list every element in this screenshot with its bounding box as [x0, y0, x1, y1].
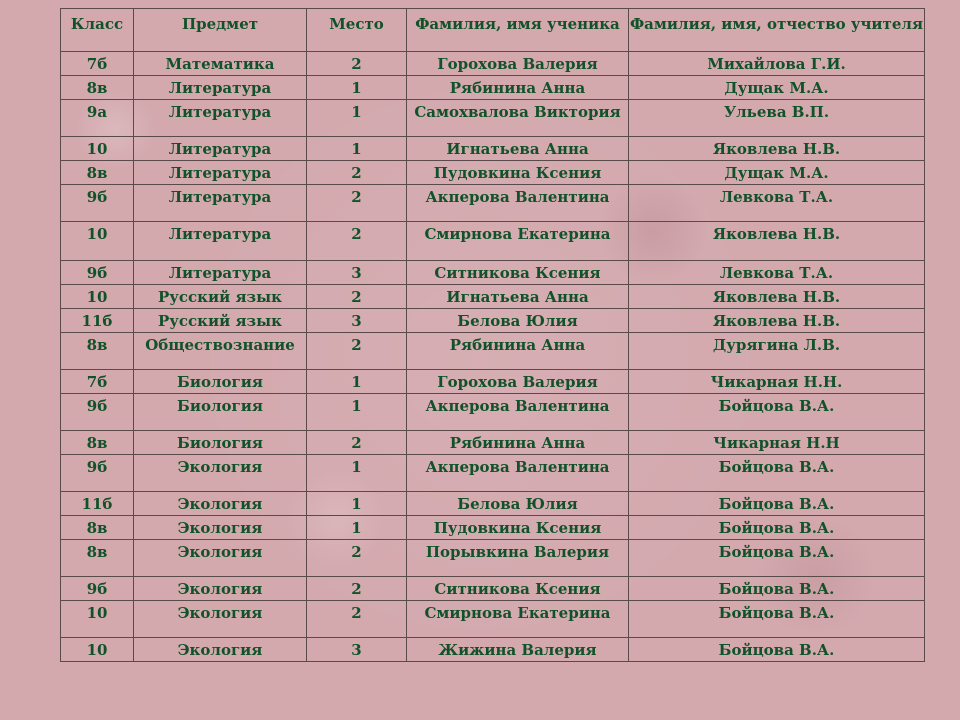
cell-place: 2 — [307, 540, 407, 577]
cell-teacher: Дущак М.А. — [629, 76, 925, 100]
table-row — [61, 370, 925, 394]
cell-class: 8в — [61, 76, 134, 100]
cell-class: 9б — [61, 394, 134, 431]
cell-place: 1 — [307, 516, 407, 540]
cell-subject: Литература — [134, 76, 307, 100]
cell-subject: Биология — [134, 394, 307, 431]
cell-teacher: Яковлева Н.В. — [629, 285, 925, 309]
table-row — [61, 137, 925, 161]
cell-class: 10 — [61, 601, 134, 638]
cell-class: 11б — [61, 309, 134, 333]
cell-subject: Экология — [134, 638, 307, 662]
cell-class: 8в — [61, 161, 134, 185]
cell-student: Смирнова Екатерина — [407, 601, 629, 638]
header-student: Фамилия, имя ученика — [407, 9, 629, 52]
header-teacher: Фамилия, имя, отчество учителя — [629, 9, 925, 52]
table-row — [61, 161, 925, 185]
table-row — [61, 76, 925, 100]
cell-student: Рябинина Анна — [407, 76, 629, 100]
cell-subject: Экология — [134, 516, 307, 540]
cell-teacher: Бойцова В.А. — [629, 601, 925, 638]
cell-teacher: Левкова Т.А. — [629, 261, 925, 285]
table-row — [61, 222, 925, 261]
table-row — [61, 540, 925, 577]
cell-subject: Экология — [134, 492, 307, 516]
cell-student: Ситникова Ксения — [407, 577, 629, 601]
cell-place: 1 — [307, 100, 407, 137]
cell-place: 1 — [307, 455, 407, 492]
table-row — [61, 601, 925, 638]
cell-class: 7б — [61, 370, 134, 394]
cell-subject: Русский язык — [134, 285, 307, 309]
cell-subject: Обществознание — [134, 333, 307, 370]
cell-subject: Литература — [134, 185, 307, 222]
cell-place: 3 — [307, 309, 407, 333]
table-row — [61, 455, 925, 492]
cell-place: 2 — [307, 222, 407, 261]
table-header-row — [61, 9, 925, 52]
cell-teacher: Бойцова В.А. — [629, 516, 925, 540]
cell-teacher: Бойцова В.А. — [629, 577, 925, 601]
cell-subject: Русский язык — [134, 309, 307, 333]
cell-class: 10 — [61, 222, 134, 261]
cell-place: 1 — [307, 492, 407, 516]
cell-place: 2 — [307, 285, 407, 309]
cell-class: 11б — [61, 492, 134, 516]
cell-place: 2 — [307, 185, 407, 222]
cell-teacher: Бойцова В.А. — [629, 540, 925, 577]
cell-subject: Экология — [134, 601, 307, 638]
cell-teacher: Чикарная Н.Н. — [629, 370, 925, 394]
cell-place: 3 — [307, 261, 407, 285]
cell-place: 3 — [307, 638, 407, 662]
cell-teacher: Бойцова В.А. — [629, 455, 925, 492]
cell-class: 9б — [61, 577, 134, 601]
cell-student: Порывкина Валерия — [407, 540, 629, 577]
cell-subject: Биология — [134, 370, 307, 394]
table-row — [61, 492, 925, 516]
cell-subject: Литература — [134, 100, 307, 137]
cell-student: Пудовкина Ксения — [407, 516, 629, 540]
cell-place: 2 — [307, 333, 407, 370]
cell-place: 1 — [307, 76, 407, 100]
cell-subject: Экология — [134, 455, 307, 492]
cell-student: Горохова Валерия — [407, 370, 629, 394]
cell-student: Пудовкина Ксения — [407, 161, 629, 185]
cell-class: 8в — [61, 516, 134, 540]
header-subject: Предмет — [134, 9, 307, 52]
cell-class: 10 — [61, 638, 134, 662]
cell-student: Жижина Валерия — [407, 638, 629, 662]
cell-class: 10 — [61, 285, 134, 309]
cell-class: 8в — [61, 431, 134, 455]
results-table — [60, 8, 925, 662]
cell-teacher: Дущак М.А. — [629, 161, 925, 185]
cell-place: 1 — [307, 394, 407, 431]
table-row — [61, 100, 925, 137]
table-row — [61, 309, 925, 333]
cell-teacher: Яковлева Н.В. — [629, 222, 925, 261]
table-row — [61, 285, 925, 309]
cell-class: 7б — [61, 52, 134, 76]
table-row — [61, 577, 925, 601]
cell-teacher: Михайлова Г.И. — [629, 52, 925, 76]
table-row — [61, 516, 925, 540]
cell-student: Ситникова Ксения — [407, 261, 629, 285]
cell-student: Игнатьева Анна — [407, 285, 629, 309]
cell-student: Рябинина Анна — [407, 333, 629, 370]
cell-class: 10 — [61, 137, 134, 161]
header-place: Место — [307, 9, 407, 52]
cell-place: 1 — [307, 370, 407, 394]
cell-class: 8в — [61, 333, 134, 370]
results-table-container — [60, 8, 924, 702]
cell-place: 2 — [307, 601, 407, 638]
cell-teacher: Бойцова В.А. — [629, 638, 925, 662]
cell-student: Горохова Валерия — [407, 52, 629, 76]
cell-class: 8в — [61, 540, 134, 577]
header-class: Класс — [61, 9, 134, 52]
cell-subject: Литература — [134, 222, 307, 261]
cell-class: 9б — [61, 185, 134, 222]
cell-subject: Литература — [134, 137, 307, 161]
cell-student: Смирнова Екатерина — [407, 222, 629, 261]
table-row — [61, 185, 925, 222]
cell-student: Белова Юлия — [407, 492, 629, 516]
cell-subject: Литература — [134, 261, 307, 285]
table-row — [61, 333, 925, 370]
cell-class: 9б — [61, 455, 134, 492]
cell-subject: Экология — [134, 540, 307, 577]
cell-place: 2 — [307, 431, 407, 455]
table-row — [61, 261, 925, 285]
cell-teacher: Дурягина Л.В. — [629, 333, 925, 370]
cell-class: 9б — [61, 261, 134, 285]
cell-teacher: Бойцова В.А. — [629, 492, 925, 516]
cell-place: 2 — [307, 52, 407, 76]
cell-teacher: Ульева В.П. — [629, 100, 925, 137]
table-row — [61, 52, 925, 76]
cell-student: Акперова Валентина — [407, 394, 629, 431]
cell-place: 2 — [307, 161, 407, 185]
table-row — [61, 431, 925, 455]
cell-subject: Биология — [134, 431, 307, 455]
cell-teacher: Чикарная Н.Н — [629, 431, 925, 455]
cell-subject: Экология — [134, 577, 307, 601]
cell-place: 1 — [307, 137, 407, 161]
cell-student: Акперова Валентина — [407, 455, 629, 492]
cell-student: Белова Юлия — [407, 309, 629, 333]
cell-place: 2 — [307, 577, 407, 601]
cell-student: Акперова Валентина — [407, 185, 629, 222]
table-row — [61, 394, 925, 431]
cell-subject: Математика — [134, 52, 307, 76]
table-row — [61, 638, 925, 662]
cell-student: Рябинина Анна — [407, 431, 629, 455]
cell-teacher: Яковлева Н.В. — [629, 309, 925, 333]
cell-teacher: Левкова Т.А. — [629, 185, 925, 222]
cell-subject: Литература — [134, 161, 307, 185]
cell-student: Самохвалова Виктория — [407, 100, 629, 137]
cell-teacher: Яковлева Н.В. — [629, 137, 925, 161]
cell-teacher: Бойцова В.А. — [629, 394, 925, 431]
cell-student: Игнатьева Анна — [407, 137, 629, 161]
cell-class: 9а — [61, 100, 134, 137]
